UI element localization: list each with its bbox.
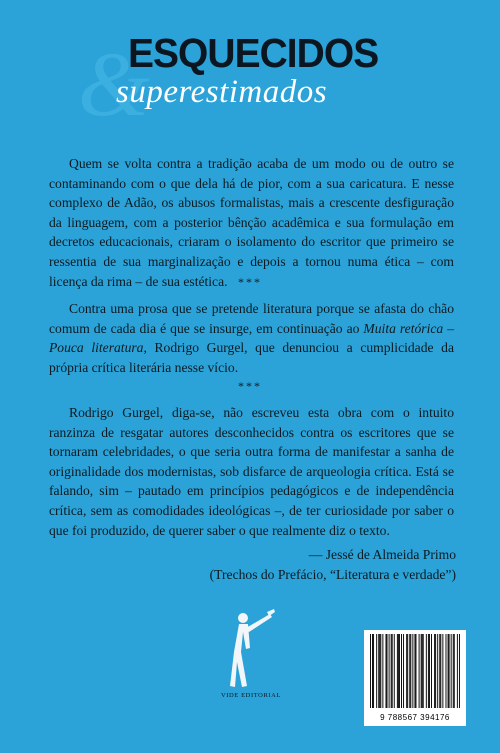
paragraph-2-end: , Rodrigo Gurgel, que denunciou a cumplicidade da própria crítica literária nesse vício. (49, 340, 454, 375)
barcode-bar (446, 634, 447, 708)
separator-2: *** (238, 379, 262, 393)
barcode-bar (397, 634, 398, 708)
paragraph-2 (49, 299, 454, 377)
barcode-bar (410, 634, 411, 708)
barcode-bar (387, 634, 388, 708)
barcode-bar (392, 634, 393, 708)
paragraph-3 (49, 403, 454, 540)
barcode-digits: 9 788567 394176 (380, 713, 450, 722)
barcode-bar (399, 634, 400, 708)
barcode-bar (406, 634, 407, 708)
barcode-bar (439, 634, 440, 708)
barcode-bar (380, 634, 381, 708)
barcode-bar (426, 634, 427, 708)
barcode-bar (403, 634, 404, 708)
isbn-barcode (364, 630, 466, 726)
barcode-bar (440, 634, 441, 708)
barcode-bar (457, 634, 458, 708)
barcode-bar (372, 634, 373, 708)
title-main: ESQUECIDOS (128, 30, 379, 76)
barcode-bar (394, 634, 395, 708)
barcode-bar (389, 634, 390, 708)
barcode-bar (437, 634, 438, 708)
barcode-bar (386, 634, 387, 708)
paragraph-3-text: Rodrigo Gurgel, diga-se, não escreveu esta obra com o intuito ranzinza de resgatar autores desconhecidos contra os escritores que se tornaram celebridades, o que seria outra forma de manifestar a sanha de originalidade dos modernistas, sob disfarce de arqueologia crítica. Está se falando, sim – pautado em princípios pedagógicos e de independência crítica, sem as comodidades ideológicas –, de ter curiosidade por saber o que foi produzido, de querer saber o que realmente diz o texto. (49, 405, 454, 538)
paragraph-2-book-title: Muita retórica – Pouca literatura (49, 320, 454, 356)
publisher-name: VIDE EDITORIAL (220, 692, 282, 699)
credit-source: (Trechos do Prefácio, “Literatura e verdade”) (209, 566, 456, 582)
title-subtitle: superestimados (116, 74, 328, 110)
credit-block (210, 545, 456, 584)
barcode-bar (378, 634, 379, 708)
barcode-bar (449, 634, 450, 708)
barcode-bar (382, 634, 383, 708)
barcode-bar (453, 634, 454, 708)
barcode-bar (448, 634, 449, 708)
barcode-bar (428, 634, 429, 708)
barcode-bar (379, 634, 380, 708)
barcode-bar (423, 634, 424, 708)
barcode-bar (401, 634, 402, 708)
barcode-bar (376, 634, 377, 708)
barcode-bar (454, 634, 455, 708)
figure-with-telescope-icon (226, 602, 276, 690)
title-ampersand: & (78, 33, 150, 135)
paragraph-2-text (49, 299, 454, 377)
barcode-bar (419, 634, 420, 708)
barcode-bar (434, 634, 435, 708)
barcode-bar (414, 634, 415, 708)
barcode-bar (416, 634, 417, 708)
barcode-bar (431, 634, 432, 708)
barcode-bar (407, 634, 408, 708)
barcode-bar (429, 634, 430, 708)
barcode-bar (412, 634, 413, 708)
credit-author: — Jessé de Almeida Primo (308, 547, 456, 562)
paragraph-1 (49, 154, 454, 291)
barcode-bar (422, 634, 423, 708)
barcode-bar (421, 634, 422, 708)
barcode-bar (398, 634, 399, 708)
paragraph-1-text: Quem se volta contra a tradição acaba de um modo ou de outro se contaminando com o que dela há de pior, com a sua caricatura. E nesse complexo de Adão, os abusos formalistas, mais a crescente desfiguração da linguagem, com a posterior bênção acadêmica e sua formulação em decretos educacionais, criaram o isolamento do escritor que primeiro se ressentia de sua marginalização e depois a tornou numa ética – com licença da rima – de sua estética. (49, 156, 454, 289)
barcode-bar (391, 634, 392, 708)
barcode-bar (459, 634, 460, 708)
barcode-bar (370, 634, 371, 708)
barcode-bar (442, 634, 443, 708)
publisher-logo (211, 602, 291, 712)
paragraph-2-start: Contra uma prosa que se pretende literatura porque se afasta do chão comum de cada dia é que se insurge, em continuação ao (49, 301, 454, 336)
barcode-bar (451, 634, 452, 708)
barcode-bar (373, 634, 374, 708)
separator-1: *** (238, 275, 262, 289)
title-block (0, 0, 500, 135)
barcode-bar (409, 634, 410, 708)
barcode-bars (370, 634, 460, 708)
barcode-bar (435, 634, 436, 708)
